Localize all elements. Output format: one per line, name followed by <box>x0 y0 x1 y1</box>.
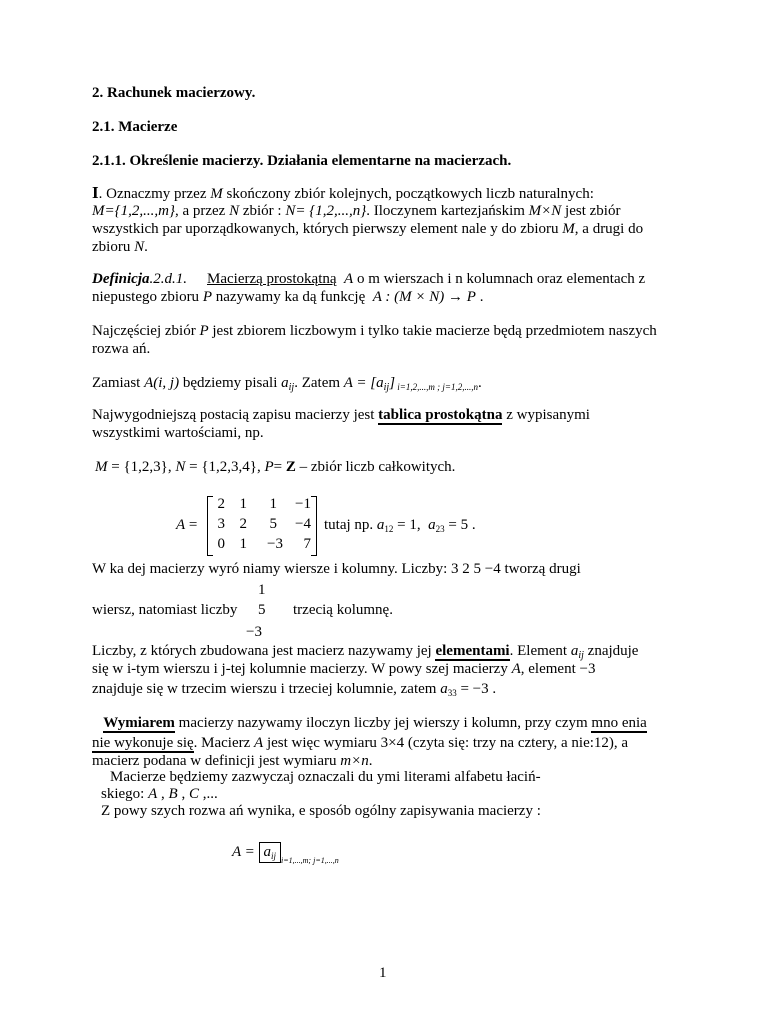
matrix-cell: 2 <box>217 496 225 512</box>
para1-line2: M={1,2,...,m}, a przez N zbiór : N= {1,2,...,n}. Iloczynem kartezjańskim M×N jest zbiór <box>92 203 621 219</box>
definition-line1: Definicja.2.d.1. Macierzą prostokątną A o m wierszach i n kolumnach oraz elementach z <box>92 271 646 287</box>
definition-line2: niepustego zbioru P nazywamy ka dą funkcję A : (M × N) → P . <box>92 289 484 305</box>
general-formula: $A = a_{ij}$ $_{i=1,...,m; j=1,...,n}$ <box>232 844 339 865</box>
para8-line2: nie wykonuje się. Macierz A jest więc wymiaru 3×4 (czyta się: trzy na cztery, a nie:12), a <box>92 735 629 751</box>
para1-line4: zbioru N. <box>92 239 148 255</box>
matrix-cell: 7 <box>303 536 311 552</box>
para7-line1: Liczby, z których zbudowana jest macierz nazywamy jej elementami. Element $a_{ij}$ znajduje <box>92 643 639 661</box>
definition-formula: A : (M × N) → P <box>372 289 476 305</box>
para4-line2: wszystkimi wartościami, np. <box>92 425 264 441</box>
para7-line3: znajduje się w trzecim wierszu i trzeciej kolumnie, zatem $a_{33} = -3$ . <box>92 681 497 698</box>
para6-line2: wiersz, natomiast liczby <box>92 602 238 618</box>
page-number: 1 <box>379 965 387 981</box>
matrix-cell: 5 <box>269 516 277 532</box>
para8-line3: macierz podana w definicji jest wymiaru m×n. <box>92 753 373 769</box>
column-value: 5 <box>258 602 266 618</box>
para1-line3: wszystkich par uporządkowanych, których pierwszy element nale y do zbioru M, a drugi do <box>92 221 644 237</box>
matrix-cell: 1 <box>269 496 277 512</box>
para2-line1: Najczęściej zbiór P jest zbiorem liczbowym i tylko takie macierze będą przedmiotem naszych <box>92 323 657 339</box>
matrix-cell: −3 <box>267 536 283 552</box>
para3: Zamiast A(i, j) będziemy pisali $a_{ij}$. Zatem $A = [a_{ij}]$ $_{i=1,2,...,m ; j=1,2,...,n}$. <box>92 375 482 393</box>
general-bracket: $a_{ij}$ <box>259 842 282 863</box>
matrix-cell: −1 <box>295 496 311 512</box>
heading-chapter: 2. Rachunek macierzowy. <box>92 85 256 101</box>
example-matrix <box>207 496 317 554</box>
matrix-cell: −4 <box>295 516 311 532</box>
matrix-example-note: tutaj np. $a_{12} = 1$, $a_{23} = 5$ . <box>324 517 476 534</box>
sets-definition: M = {1,2,3}, N = {1,2,3,4}, P= Z – zbiór liczb całkowitych. <box>95 459 456 475</box>
matrix-lhs: A = <box>176 517 198 533</box>
para6-line2-end: trzecią kolumnę. <box>293 602 393 618</box>
para8-line4: Macierze będziemy zazwyczaj oznaczali du ymi literami alfabetu łaciń- <box>110 769 541 785</box>
matrix-cell: 1 <box>239 536 247 552</box>
matrix-cell: 3 <box>217 516 225 532</box>
matrix-cell: 2 <box>239 516 247 532</box>
para1-line1: I. Oznaczmy przez M skończony zbiór kolejnych, początkowych liczb naturalnych: <box>92 183 594 202</box>
matrix-cell: 0 <box>217 536 225 552</box>
para8-line6: Z powy szych rozwa ań wynika, e sposób ogólny zapisywania macierzy : <box>101 803 541 819</box>
para2-line2: rozwa ań. <box>92 341 151 357</box>
heading-subsection: 2.1.1. Określenie macierzy. Działania elementarne na macierzach. <box>92 153 512 169</box>
column-value: 1 <box>258 582 266 598</box>
para6-line1: W ka dej macierzy wyró niamy wiersze i kolumny. Liczby: 3 2 5 −4 tworzą drugi <box>92 561 581 577</box>
para8-line5: skiego: A , B , C ,... <box>101 786 218 802</box>
para8-line1: Wymiarem macierzy nazywamy iloczyn liczby jej wierszy i kolumn, przy czym mno enia <box>103 715 647 731</box>
para7-line2: się w i-tym wierszu i j-tej kolumnie macierzy. W powy szej macierzy A, element −3 <box>92 661 596 677</box>
heading-section: 2.1. Macierze <box>92 119 178 135</box>
matrix-cell: 1 <box>239 496 247 512</box>
para4-line1: Najwygodniejszą postacią zapisu macierzy jest tablica prostokątna z wypisanymi <box>92 407 590 423</box>
matrix-bracket-right <box>311 496 317 556</box>
column-value: −3 <box>246 624 262 640</box>
